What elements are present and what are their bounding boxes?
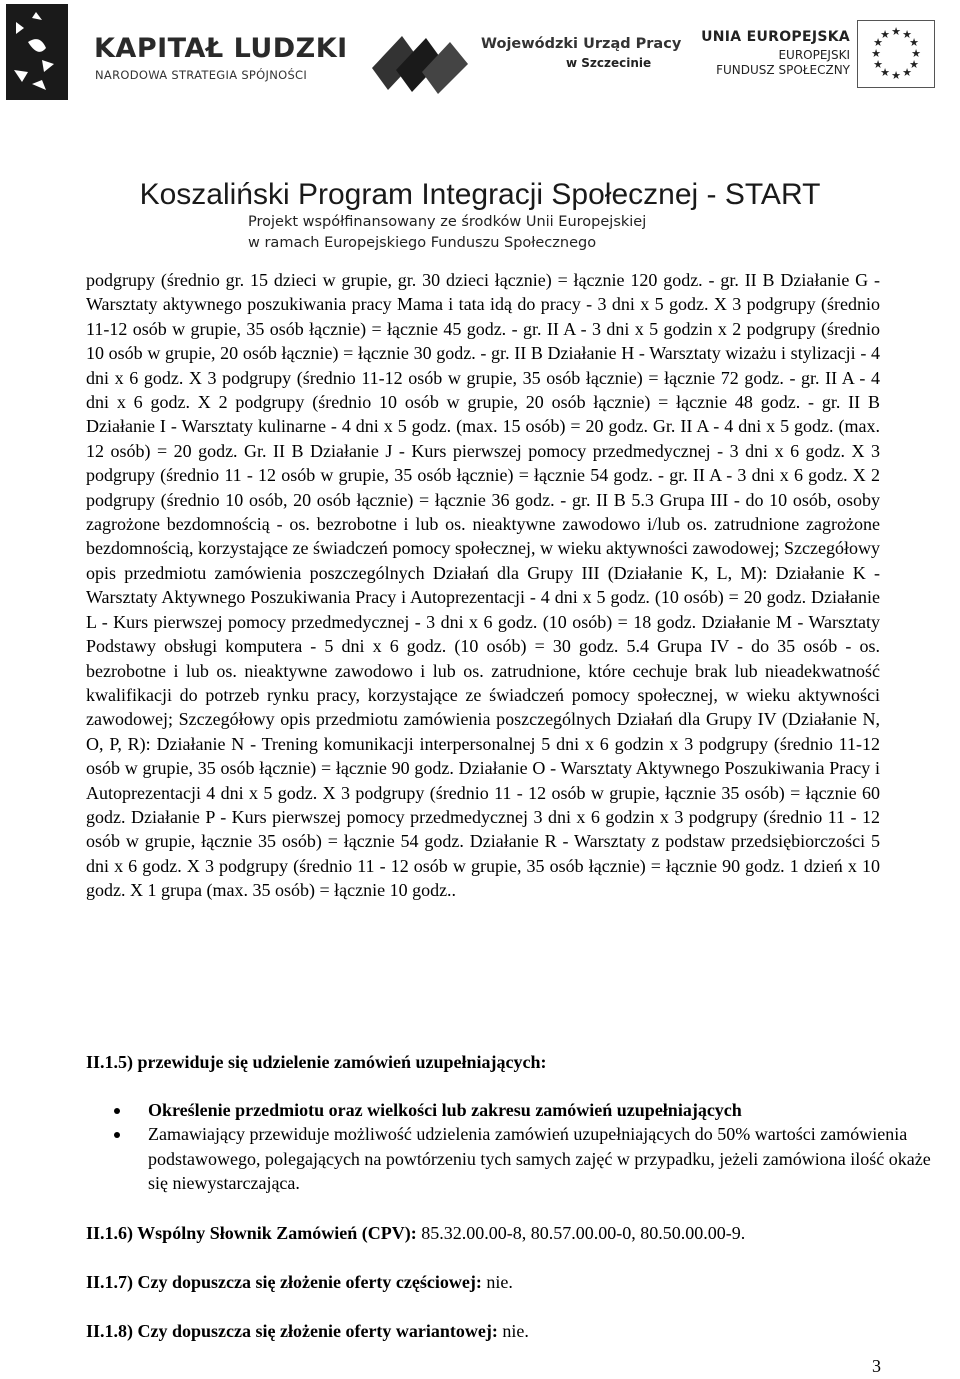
- svg-text:★: ★: [891, 25, 901, 38]
- section-ii-1-5-heading: II.1.5) przewiduje się udzielenie zamówień uzupełniających:: [86, 1052, 547, 1072]
- eu-fund-line1: EUROPEJSKI: [778, 48, 850, 62]
- svg-text:★: ★: [911, 47, 921, 60]
- eu-union-label: UNIA EUROPEJSKA: [701, 29, 850, 45]
- partial-offer-value: nie.: [481, 1272, 513, 1292]
- svg-text:★: ★: [909, 36, 919, 49]
- wup-title: Wojewódzki Urząd Pracy: [481, 36, 682, 52]
- svg-text:★: ★: [873, 58, 883, 71]
- list-item: Zamawiający przewiduje możliwość udzielenia zamówień uzupełniających do 50% wartości zamówienia podstawowego, polegających na powtórzeniu tych samych zajęć w przypadku, jeżeli zamówiona ilość okaże się niewystarczająca.: [148, 1122, 948, 1195]
- page-number: 3: [872, 1356, 881, 1376]
- variant-offer-value: nie.: [497, 1321, 529, 1341]
- svg-text:★: ★: [902, 28, 912, 41]
- project-cofinancing-line2: w ramach Europejskiego Funduszu Społecznego: [248, 235, 597, 251]
- svg-text:★: ★: [902, 66, 912, 79]
- page-header: [0, 0, 960, 251]
- kapital-ludzki-logo: [6, 4, 68, 100]
- section-ii-1-8: [86, 1319, 906, 1343]
- eu-flag-icon: [857, 20, 935, 88]
- wup-cards-logo: [372, 28, 472, 98]
- section-ii-1-6-label: II.1.6) Wspólny Słownik Zamówień (CPV):: [86, 1223, 417, 1243]
- program-title: Koszaliński Program Integracji Społecznej - START: [139, 178, 821, 211]
- section-ii-1-6: [86, 1221, 906, 1245]
- kapital-ludzki-name: KAPITAŁ LUDZKI: [94, 33, 348, 64]
- svg-text:★: ★: [880, 66, 890, 79]
- cpv-codes: 85.32.00.00-8, 80.57.00.00-0, 80.50.00.00-9.: [416, 1223, 746, 1243]
- svg-text:★: ★: [880, 28, 890, 41]
- body-paragraph: podgrupy (średnio gr. 15 dzieci w grupie, gr. 30 dzieci łącznie) = łącznie 120 godz. - gr. II B Działanie G - Warsztaty aktywnego poszukiwania pracy Mama i tata idą do pracy - 3 dni x 5 godz. X 3 podgrupy (średnio 11-12 osób w grupie, 35 osób łącznie) = łącznie 45 godz. - gr. II A - 3 dni x 5 godzin x 2 podgrupy (średnio 10 osób w grupie, 20 osób łącznie) = łącznie 30 godz. - gr. II B Działanie H - Warsztaty wizażu i stylizacji - 4 dni x 6 godz. X 3 podgrupy (średnio 11-12 osób w grupie, 35 osób łącznie) = łącznie 72 godz. - gr. II A - 4 dni x 6 godz. X 2 podgrupy (średnio 10 osób w grupie, 20 osób łącznie) = łącznie 48 godz. - gr. II B Działanie I - Warsztaty kulinarne - 4 dni x 5 godz. (max. 15 osób) = 20 godz. Gr. II A - 4 dni x 5 godz. (max. 12 osób) = 20 godz. Gr. II B Działanie J - Kurs pierwszej pomocy przedmedycznej - 3 dni x 6 godz. X 3 podgrupy (średnio 11 - 12 osób w grupie, 35 osób łącznie) = łącznie 54 godz. - gr. II A - 3 dni x 6 godz. X 2 podgrupy (średnio 10 osób, 20 osób łącznie) = łącznie 36 godz. - gr. II B 5.3 Grupa III - do 10 osób, osoby zagrożone bezdomnością - os. bezrobotne i lub os. nieaktywne zawodowo i/lub os. zatrudnione zagrożone bezdomnością, korzystające ze świadczeń pomocy społecznej, w wieku aktywności zawodowej; Szczegółowy opis przedmiotu zamówienia poszczególnych Działań dla Grupy III (Działanie K, L, M): Działanie K - Warsztaty Aktywnego Poszukiwania Pracy i Autoprezentacji - 4 dni x 5 godz. (10 osób) = 20 godz. Działanie L - Kurs pierwszej pomocy przedmedycznej - 3 dni x 6 godz. (10 osób) = 18 godz. Działanie M - Warsztaty Podstawy obsługi komputera - 5 dni x 6 godz. (10 osób) = 30 godz. 5.4 Grupa IV - do 35 osób - os. bezrobotne i lub os. nieaktywne zawodowo i lub os. zatrudnione, które cechuje brak lub nieadekwatność kwalifikacji do potrzeb rynku pracy, korzystające ze świadczeń pomocy społecznej, w wieku aktywności zawodowej; Szczegółowy opis przedmiotu zamówienia poszczególnych Działań dla Grupy IV (Działanie N, O, P, R): Działanie N - Trening komunikacji interpersonalnej 5 dni x 6 godzin x 3 podgrupy (średnio 11-12 osób w grupie, 35 osób łącznie) = łącznie 90 godz. Działanie O - Warsztaty Aktywnego Poszukiwania Pracy i Autoprezentacji 4 dni x 5 godz. X 3 podgrupy (średnio 11 - 12 osób w grupie, łącznie 35 osób) = łącznie 60 godz. Działanie P - Kurs pierwszej pomocy przedmedycznej 3 dni x 6 godzin x 3 podgrupy (średnio 11 - 12 osób w grupie, łącznie 35 osób) = łącznie 54 godz. Działanie R - Warsztaty z podstaw przedsiębiorczości 5 dni x 6 godz. X 3 podgrupy (średnio 11 - 12 osób w grupie, 35 osób łącznie) = łącznie 90 godz. 1 dzień x 10 godz. X 1 grupa (max. 35 osób) = łącznie 10 godz..: [86, 270, 880, 901]
- section-ii-1-8-label: II.1.8) Czy dopuszcza się złożenie oferty wariantowej:: [86, 1321, 498, 1341]
- section-ii-1-7: [86, 1270, 906, 1294]
- svg-text:★: ★: [909, 58, 919, 71]
- svg-text:★: ★: [891, 69, 901, 82]
- section-ii-1-7-label: II.1.7) Czy dopuszcza się złożenie oferty częściowej:: [86, 1272, 482, 1292]
- wup-subtitle: w Szczecinie: [566, 56, 652, 70]
- eu-fund-label: [700, 29, 850, 77]
- svg-text:★: ★: [873, 36, 883, 49]
- svg-text:★: ★: [871, 47, 881, 60]
- list-item: Określenie przedmiotu oraz wielkości lub zakresu zamówień uzupełniających: [148, 1098, 948, 1122]
- supplementary-orders-list: [86, 1098, 948, 1196]
- kapital-ludzki-subtitle: NARODOWA STRATEGIA SPÓJNOŚCI: [95, 68, 308, 82]
- eu-fund-line2: FUNDUSZ SPOŁECZNY: [716, 63, 850, 77]
- project-cofinancing-line1: Projekt współfinansowany ze środków Unii Europejskiej: [248, 214, 647, 230]
